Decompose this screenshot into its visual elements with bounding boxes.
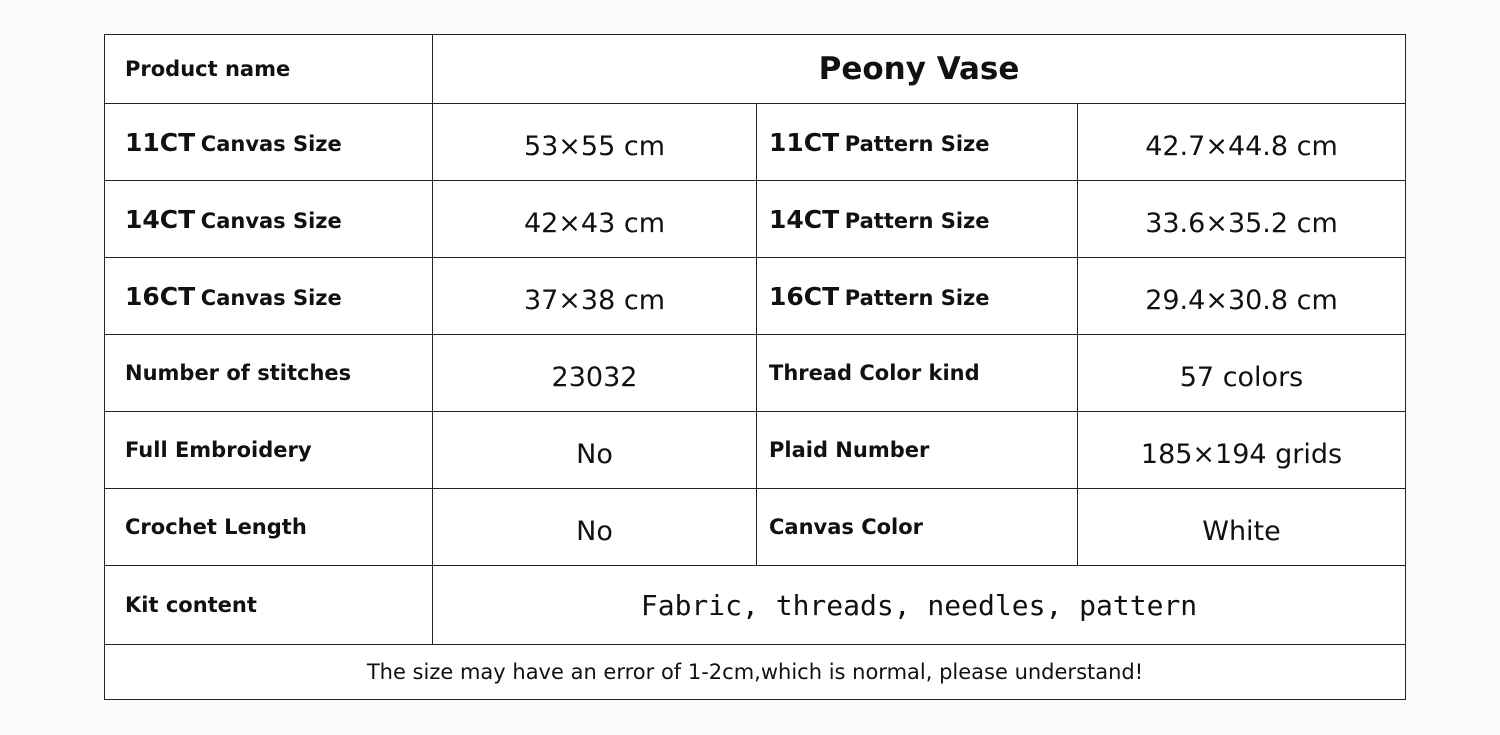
kit-content-label: Kit content	[105, 566, 433, 645]
spec-row-crochet	[105, 489, 1406, 566]
kit-content-value: Fabric, threads, needles, pattern	[433, 566, 1406, 645]
pattern-ct: 16CT	[769, 281, 840, 311]
plaid-number-value: 185×194 grids	[1078, 412, 1406, 489]
pattern-size-label	[757, 181, 1078, 258]
product-spec-table	[104, 34, 1406, 700]
stitches-value: 23032	[433, 335, 757, 412]
crochet-length-value: No	[433, 489, 757, 566]
canvas-size-label	[105, 258, 433, 335]
plaid-number-label: Plaid Number	[757, 412, 1078, 489]
spec-row-stitches	[105, 335, 1406, 412]
pattern-size-label	[757, 104, 1078, 181]
product-name-value: Peony Vase	[433, 35, 1406, 104]
stitches-label: Number of stitches	[105, 335, 433, 412]
pattern-ct: 11CT	[769, 127, 840, 157]
canvas-size-value: 53×55 cm	[433, 104, 757, 181]
canvas-ct: 11CT	[125, 127, 196, 157]
canvas-color-value: White	[1078, 489, 1406, 566]
canvas-ct: 16CT	[125, 281, 196, 311]
crochet-length-label: Crochet Length	[105, 489, 433, 566]
full-embroidery-label: Full Embroidery	[105, 412, 433, 489]
canvas-size-label	[105, 104, 433, 181]
size-row-14ct	[105, 181, 1406, 258]
canvas-size-text: Canvas Size	[200, 131, 342, 156]
canvas-size-text: Canvas Size	[200, 208, 342, 233]
canvas-color-label: Canvas Color	[757, 489, 1078, 566]
size-row-16ct	[105, 258, 1406, 335]
pattern-size-value: 33.6×35.2 cm	[1078, 181, 1406, 258]
pattern-size-value: 42.7×44.8 cm	[1078, 104, 1406, 181]
pattern-size-value: 29.4×30.8 cm	[1078, 258, 1406, 335]
pattern-size-text: Pattern Size	[844, 131, 990, 156]
product-name-label: Product name	[105, 35, 433, 104]
note-row	[105, 645, 1406, 700]
spec-row-embroidery	[105, 412, 1406, 489]
pattern-size-label	[757, 258, 1078, 335]
pattern-size-text: Pattern Size	[844, 208, 990, 233]
kit-content-row	[105, 566, 1406, 645]
canvas-ct: 14CT	[125, 204, 196, 234]
size-row-11ct	[105, 104, 1406, 181]
canvas-size-label	[105, 181, 433, 258]
product-name-row	[105, 35, 1406, 104]
canvas-size-value: 37×38 cm	[433, 258, 757, 335]
size-error-note: The size may have an error of 1-2cm,which is normal, please understand!	[105, 645, 1406, 700]
pattern-ct: 14CT	[769, 204, 840, 234]
pattern-size-text: Pattern Size	[844, 285, 990, 310]
thread-color-value: 57 colors	[1078, 335, 1406, 412]
full-embroidery-value: No	[433, 412, 757, 489]
canvas-size-value: 42×43 cm	[433, 181, 757, 258]
thread-color-label: Thread Color kind	[757, 335, 1078, 412]
canvas-size-text: Canvas Size	[200, 285, 342, 310]
